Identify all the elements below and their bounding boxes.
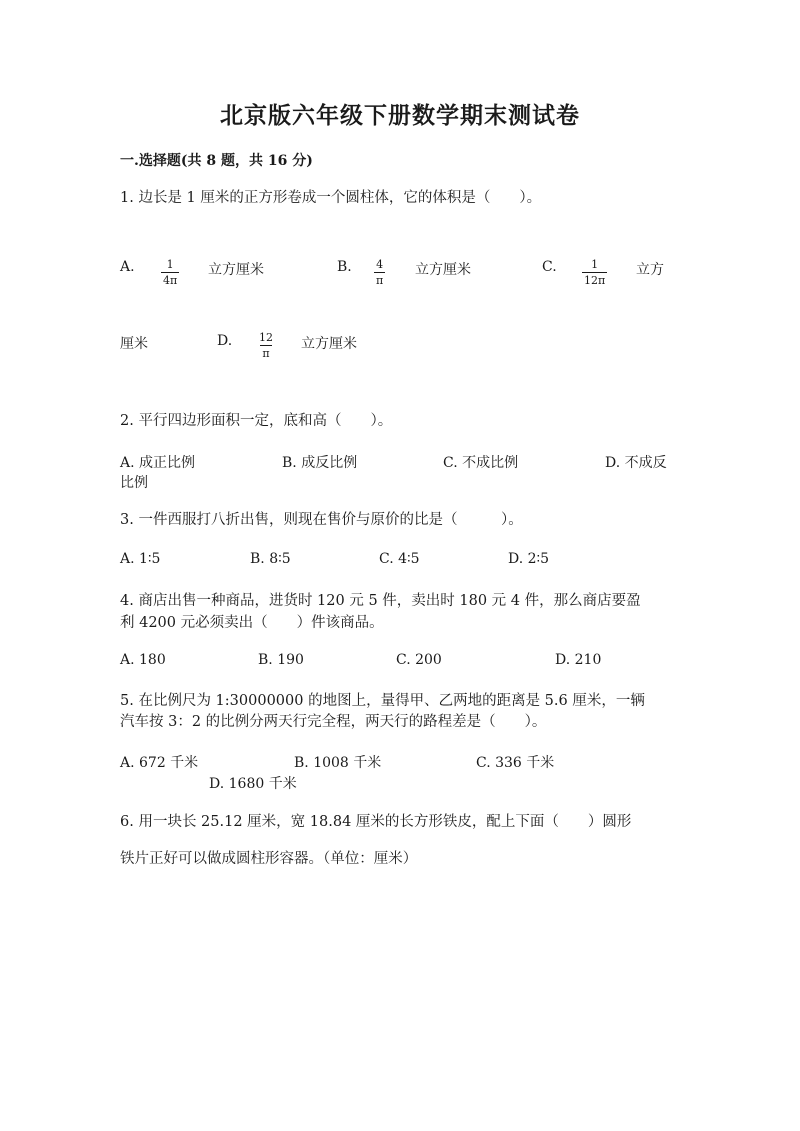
question-3-stem: 3. 一件西服打八折出售，则现在售价与原价的比是（ ）。 bbox=[120, 512, 523, 528]
question-4-stem-line-2: 利 4200 元必须卖出（ ）件该商品。 bbox=[120, 615, 384, 631]
q3-option-b: B. 8∶5 bbox=[250, 551, 291, 567]
fraction-denominator: π bbox=[262, 347, 270, 360]
fraction-denominator: 12π bbox=[584, 274, 606, 287]
q2-option-d-wrap: 比例 bbox=[120, 475, 148, 491]
q1-option-a-letter: A. bbox=[120, 259, 135, 275]
q1-option-d-letter: D. bbox=[217, 333, 233, 349]
q1-option-c-unit: 立方 bbox=[636, 262, 664, 278]
question-1-stem: 1. 边长是 1 厘米的正方形卷成一个圆柱体，它的体积是（ ）。 bbox=[120, 190, 542, 206]
q3-option-d: D. 2∶5 bbox=[508, 551, 550, 567]
question-5-stem-line-1: 5. 在比例尺为 1:30000000 的地图上，量得甲、乙两地的距离是 5.6 厘米，一辆 bbox=[120, 693, 645, 709]
q1-option-d-unit: 立方厘米 bbox=[301, 336, 357, 352]
q1-option-d-fraction bbox=[257, 326, 275, 360]
fraction-denominator: π bbox=[376, 274, 384, 287]
q2-option-a: A. 成正比例 bbox=[120, 455, 196, 471]
q1-option-a-unit: 立方厘米 bbox=[208, 262, 264, 278]
fraction-numerator: 1 bbox=[591, 258, 599, 271]
q1-option-c-letter: C. bbox=[542, 259, 557, 275]
section-heading: 一.选择题(共 8 题，共 16 分) bbox=[120, 153, 313, 169]
question-6-stem-line-2: 铁片正好可以做成圆柱形容器。（单位：厘米） bbox=[120, 851, 418, 867]
q5-option-c: C. 336 千米 bbox=[476, 755, 555, 771]
q5-option-b: B. 1008 千米 bbox=[294, 755, 382, 771]
q1-option-c-unit-wrap: 厘米 bbox=[120, 336, 148, 352]
question-2-stem: 2. 平行四边形面积一定，底和高（ ）。 bbox=[120, 413, 393, 429]
q1-option-b-unit: 立方厘米 bbox=[415, 262, 471, 278]
fraction-numerator: 4 bbox=[376, 258, 384, 271]
q5-option-a: A. 672 千米 bbox=[120, 755, 199, 771]
fraction-denominator: 4π bbox=[163, 274, 178, 287]
fraction-numerator: 12 bbox=[259, 331, 273, 344]
q3-option-a: A. 1∶5 bbox=[120, 551, 161, 567]
q4-option-c: C. 200 bbox=[396, 652, 442, 668]
q3-option-c: C. 4∶5 bbox=[379, 551, 420, 567]
q1-option-c-fraction bbox=[582, 253, 607, 287]
q4-option-b: B. 190 bbox=[258, 652, 304, 668]
question-5-stem-line-2: 汽车按 3：2 的比例分两天行完全程，两天行的路程差是（ ）。 bbox=[120, 714, 547, 730]
q1-option-b-fraction bbox=[374, 253, 385, 287]
q5-option-d: D. 1680 千米 bbox=[209, 776, 297, 792]
q2-option-b: B. 成反比例 bbox=[282, 455, 358, 471]
fraction-numerator: 1 bbox=[166, 258, 174, 271]
q2-option-d: D. 不成反 bbox=[605, 455, 667, 471]
q2-option-c: C. 不成比例 bbox=[443, 455, 519, 471]
q1-option-b-letter: B. bbox=[337, 259, 352, 275]
question-6-stem-line-1: 6. 用一块长 25.12 厘米，宽 18.84 厘米的长方形铁皮，配上下面（ ）圆形 bbox=[120, 814, 632, 830]
question-4-stem-line-1: 4. 商店出售一种商品，进货时 120 元 5 件，卖出时 180 元 4 件，那么商店要盈 bbox=[120, 593, 641, 609]
q1-option-a-fraction bbox=[161, 253, 179, 287]
q4-option-d: D. 210 bbox=[555, 652, 602, 668]
page-title: 北京版六年级下册数学期末测试卷 bbox=[220, 102, 580, 129]
q4-option-a: A. 180 bbox=[120, 652, 166, 668]
